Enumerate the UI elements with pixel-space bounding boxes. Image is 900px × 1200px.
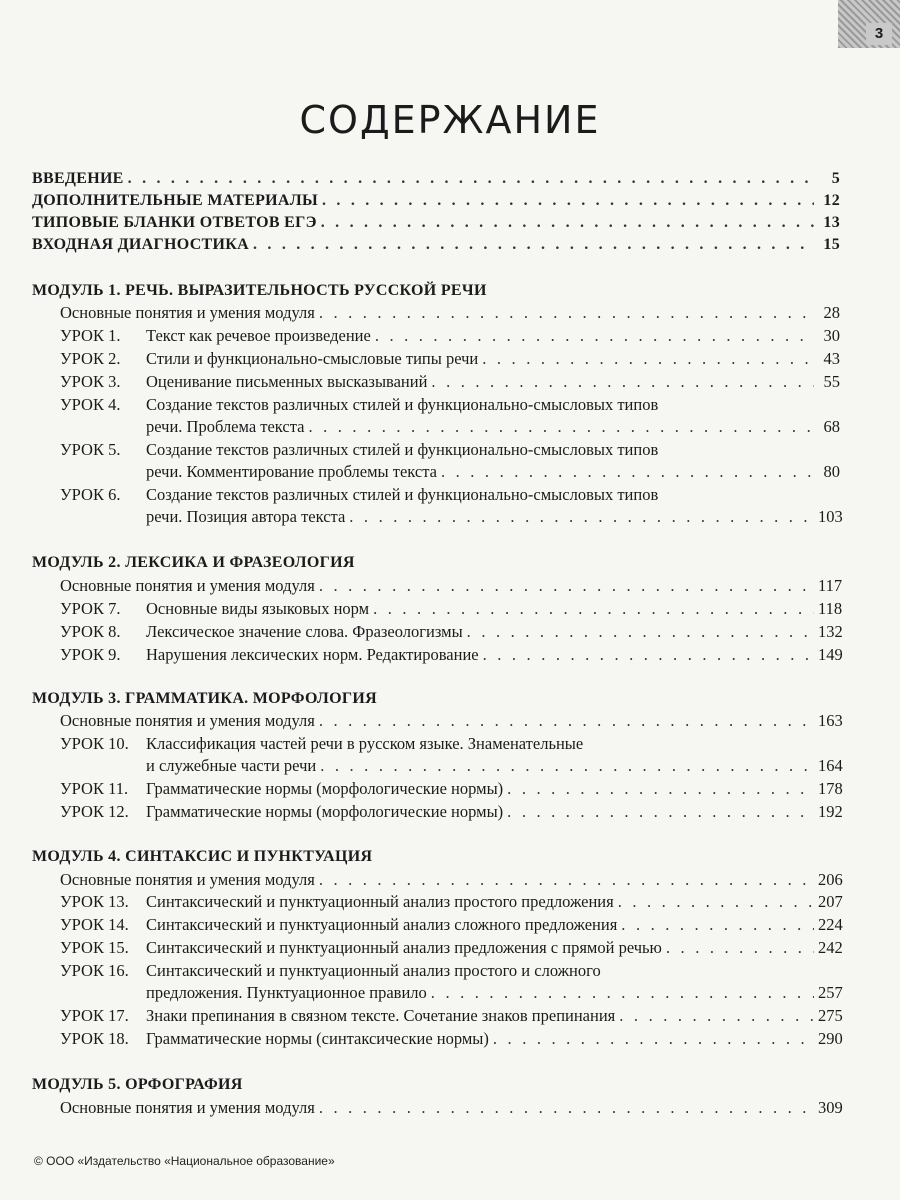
dot-leader [319,302,814,324]
toc-entry-lesson-15[interactable] [60,937,843,959]
toc-entry-module-1-basics[interactable] [60,302,840,324]
toc-entry-label [60,621,463,643]
toc-page-number: 118 [818,599,843,618]
toc-entry-label [60,644,479,666]
lesson-title: Создание текстов различных стилей и функционально-смысловых типов [146,395,659,414]
dot-leader [308,416,814,438]
toc-entry-label [60,937,662,959]
toc-entry-lesson-4-line-1[interactable] [60,394,658,416]
toc-page-number: 43 [823,349,840,368]
toc-page-number: 30 [823,326,840,345]
toc-entry-introduction[interactable] [32,168,840,190]
lesson-title: Знаки препинания в связном тексте. Сочетание знаков препинания [146,1006,616,1025]
toc-entry-lesson-11[interactable] [60,778,843,800]
toc-page-number: 80 [823,462,840,481]
dot-leader [253,234,814,256]
dot-leader [621,914,814,936]
page-number: 3 [866,23,892,45]
lesson-title-continued: речи. Проблема текста [146,417,305,436]
lesson-number: УРОК 10. [60,734,129,753]
dot-leader [431,371,814,393]
lesson-title: Синтаксический и пунктуационный анализ предложения с прямой речью [146,938,662,957]
toc-entry-label: Основные понятия и умения модуля [60,711,315,730]
lesson-title: Грамматические нормы (морфологические нормы) [146,779,504,798]
lesson-title: Нарушения лексических норм. Редактирование [146,645,479,664]
lesson-title: Создание текстов различных стилей и функционально-смысловых типов [146,485,659,504]
dot-leader [619,1005,814,1027]
toc-entry-label: Основные понятия и умения модуля [60,576,315,595]
lesson-number: УРОК 17. [60,1006,129,1025]
copyright-footer: © ООО «Издательство «Национальное образование» [34,1154,335,1168]
toc-page-number: 55 [823,372,840,391]
lesson-number: УРОК 8. [60,622,121,641]
toc-page-number: 206 [818,870,843,889]
dot-leader [493,1028,814,1050]
dot-leader [373,598,814,620]
module-heading-4[interactable]: МОДУЛЬ 4. СИНТАКСИС И ПУНКТУАЦИЯ [32,848,373,865]
toc-page-number: 290 [818,1029,843,1048]
lesson-number: УРОК 9. [60,645,121,664]
toc-entry-lesson-9[interactable] [60,644,843,666]
lesson-number: УРОК 13. [60,892,129,911]
lesson-title-continued: речи. Позиция автора текста [146,507,346,526]
lesson-title: Классификация частей речи в русском языке. Знаменательные [146,734,584,753]
toc-entry-answer-forms[interactable] [32,212,840,234]
toc-page-number: 28 [823,303,840,322]
toc-page-number: 68 [823,417,840,436]
lesson-title-continued: и служебные части речи [146,756,317,775]
toc-entry-lesson-3[interactable] [60,371,840,393]
toc-page-number: 257 [818,983,843,1002]
toc-entry-entry-diagnostics[interactable] [32,234,840,256]
toc-entry-lesson-4-line-2[interactable] [146,416,840,438]
toc-entry-lesson-5-line-2[interactable] [146,461,840,483]
dot-leader [431,982,814,1004]
dot-leader [666,937,814,959]
lesson-number: УРОК 15. [60,938,129,957]
toc-page-number: 224 [818,915,843,934]
toc-entry-label [60,778,503,800]
toc-entry-module-2-basics[interactable] [60,575,843,597]
toc-entry-lesson-6-line-2[interactable] [146,506,843,528]
toc-entry-label: ВВЕДЕНИЕ [32,170,124,187]
toc-page-number: 13 [823,214,840,231]
toc-entry-label [60,1005,615,1027]
lesson-title: Синтаксический и пунктуационный анализ простого и сложного [146,961,601,980]
toc-entry-label [60,891,614,913]
toc-page-number: 163 [818,711,843,730]
lesson-number: УРОК 4. [60,395,121,414]
toc-entry-label [60,371,427,393]
lesson-title-continued: речи. Комментирование проблемы текста [146,462,437,481]
lesson-number: УРОК 5. [60,440,121,459]
lesson-title-continued: предложения. Пунктуационное правило [146,983,427,1002]
toc-page-number: 117 [818,576,843,595]
toc-entry-lesson-12[interactable] [60,801,843,823]
dot-leader [319,869,814,891]
toc-entry-lesson-16-line-1[interactable] [60,960,601,982]
toc-entry-lesson-18[interactable] [60,1028,843,1050]
lesson-number: УРОК 14. [60,915,129,934]
toc-page-number: 309 [818,1098,843,1117]
toc-entry-label [60,801,503,823]
toc-entry-label: Основные понятия и умения модуля [60,1098,315,1117]
dot-leader [319,710,814,732]
toc-entry-label [60,348,478,370]
page-number-badge [838,0,900,48]
toc-page-number: 15 [823,236,840,253]
lesson-number: УРОК 2. [60,349,121,368]
dot-leader [375,325,814,347]
lesson-title: Грамматические нормы (морфологические нормы) [146,802,504,821]
toc-page-number: 242 [818,938,843,957]
dot-leader [320,755,814,777]
toc-entry-lesson-14[interactable] [60,914,843,936]
dot-leader [483,644,814,666]
toc-entry-label: ВХОДНАЯ ДИАГНОСТИКА [32,236,250,253]
lesson-title: Основные виды языковых норм [146,599,370,618]
lesson-title: Текст как речевое произведение [146,326,371,345]
dot-leader [482,348,814,370]
lesson-title: Стили и функционально-смысловые типы речи [146,349,479,368]
toc-page-number: 178 [818,779,843,798]
toc-entry-lesson-2[interactable] [60,348,840,370]
lesson-title: Синтаксический и пунктуационный анализ сложного предложения [146,915,618,934]
toc-page-number: 275 [818,1006,843,1025]
toc-entry-additional-materials[interactable] [32,190,840,212]
module-heading-1[interactable]: МОДУЛЬ 1. РЕЧЬ. ВЫРАЗИТЕЛЬНОСТЬ РУССКОЙ РЕЧИ [32,282,487,299]
page-title: СОДЕРЖАНИЕ [299,98,601,142]
lesson-number: УРОК 12. [60,802,129,821]
toc-entry-lesson-17[interactable] [60,1005,843,1027]
dot-leader [128,168,814,190]
module-heading-5[interactable]: МОДУЛЬ 5. ОРФОГРАФИЯ [32,1076,243,1093]
toc-page-number: 5 [831,170,840,187]
lesson-number: УРОК 3. [60,372,121,391]
dot-leader [467,621,814,643]
toc-page-number: 149 [818,645,843,664]
toc-entry-label [60,325,371,347]
toc-entry-module-4-basics[interactable] [60,869,843,891]
toc-entry-label [60,914,617,936]
toc-entry-label: ТИПОВЫЕ БЛАНКИ ОТВЕТОВ ЕГЭ [32,214,317,231]
toc-entry-label: Основные понятия и умения модуля [60,870,315,889]
lesson-number: УРОК 7. [60,599,121,618]
toc-entry-label: ДОПОЛНИТЕЛЬНЫЕ МАТЕРИАЛЫ [32,192,319,209]
toc-page-number: 207 [818,892,843,911]
toc-entry-lesson-8[interactable] [60,621,843,643]
dot-leader [319,1097,814,1119]
module-heading-3[interactable]: МОДУЛЬ 3. ГРАММАТИКА. МОРФОЛОГИЯ [32,690,377,707]
toc-entry-label [60,1028,489,1050]
toc-entry-lesson-10-line-1[interactable] [60,733,583,755]
toc-page-number: 132 [818,622,843,641]
toc-entry-module-3-basics[interactable] [60,710,843,732]
toc-entry-lesson-1[interactable] [60,325,840,347]
toc-page-number: 12 [823,192,840,209]
toc-page-number: 103 [818,507,843,526]
dot-leader [321,212,814,234]
lesson-title: Оценивание письменных высказываний [146,372,428,391]
lesson-number: УРОК 18. [60,1029,129,1048]
dot-leader [349,506,814,528]
toc-entry-lesson-16-line-2[interactable] [146,982,843,1004]
lesson-title: Создание текстов различных стилей и функционально-смысловых типов [146,440,659,459]
toc-entry-label: Основные понятия и умения модуля [60,303,315,322]
lesson-number: УРОК 11. [60,779,129,798]
toc-page-number: 164 [818,756,843,775]
toc-entry-lesson-10-line-2[interactable] [146,755,843,777]
toc-entry-label [60,598,369,620]
dot-leader [507,801,814,823]
toc-entry-lesson-5-line-1[interactable] [60,439,658,461]
dot-leader [441,461,814,483]
lesson-number: УРОК 1. [60,326,121,345]
toc-page-number: 192 [818,802,843,821]
toc-entry-lesson-7[interactable] [60,598,843,620]
dot-leader [319,575,814,597]
lesson-title: Лексическое значение слова. Фразеологизмы [146,622,463,641]
lesson-title: Синтаксический и пунктуационный анализ простого предложения [146,892,614,911]
toc-entry-lesson-6-line-1[interactable] [60,484,658,506]
lesson-title: Грамматические нормы (синтаксические нормы) [146,1029,489,1048]
toc-entry-lesson-13[interactable] [60,891,843,913]
lesson-number: УРОК 6. [60,485,121,504]
toc-entry-module-5-basics[interactable] [60,1097,843,1119]
dot-leader [507,778,814,800]
module-heading-2[interactable]: МОДУЛЬ 2. ЛЕКСИКА И ФРАЗЕОЛОГИЯ [32,554,355,571]
dot-leader [618,891,814,913]
lesson-number: УРОК 16. [60,961,129,980]
dot-leader [322,190,814,212]
